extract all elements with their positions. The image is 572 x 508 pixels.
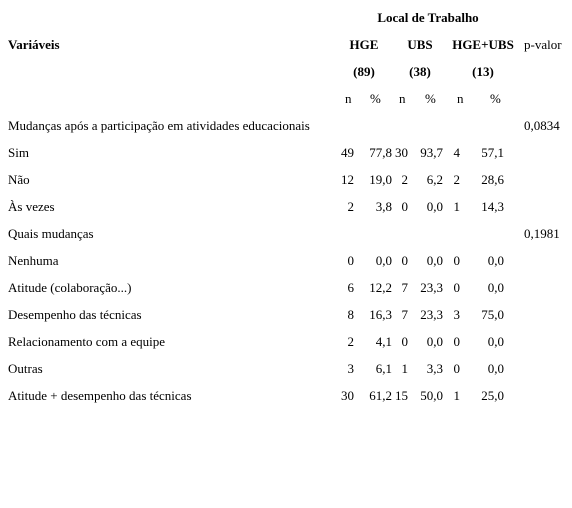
- cell-n: 15: [395, 388, 408, 403]
- cell-percent: 0,0: [487, 334, 504, 349]
- cell-percent: 3,3: [426, 361, 443, 376]
- cell-n: 1: [401, 361, 408, 376]
- cell-percent: 0,0: [375, 253, 392, 268]
- cell-percent: 75,0: [481, 307, 504, 322]
- cell-n: 1: [453, 199, 460, 214]
- row-label: Mudanças após a participação em atividades educacionais: [8, 118, 310, 133]
- cell-n: 7: [401, 280, 408, 295]
- cell-percent: 14,3: [481, 199, 504, 214]
- cell-percent: 19,0: [369, 172, 392, 187]
- variables-header: Variáveis: [8, 37, 60, 52]
- cell-percent: 6,1: [375, 361, 392, 376]
- cell-percent: 25,0: [481, 388, 504, 403]
- row-label: Sim: [8, 145, 29, 160]
- cell-pvalue: 0,0834: [524, 118, 560, 133]
- cell-percent: 93,7: [420, 145, 443, 160]
- n-label: n: [457, 91, 464, 106]
- cell-n: 0: [453, 334, 460, 349]
- pvalue-header: p-valor: [524, 37, 562, 52]
- group-count-hge: (89): [353, 64, 375, 79]
- cell-percent: 4,1: [375, 334, 392, 349]
- cell-n: 30: [395, 145, 408, 160]
- cell-percent: 16,3: [369, 307, 392, 322]
- cell-n: 2: [347, 199, 354, 214]
- row-label: Nenhuma: [8, 253, 59, 268]
- cell-n: 0: [401, 253, 408, 268]
- cell-percent: 6,2: [426, 172, 443, 187]
- cell-percent: 23,3: [420, 280, 443, 295]
- cell-n: 2: [347, 334, 354, 349]
- row-label: Quais mudanças: [8, 226, 94, 241]
- pct-label: %: [370, 91, 381, 106]
- cell-percent: 23,3: [420, 307, 443, 322]
- group-name-hge-ubs: HGE+UBS: [452, 37, 514, 52]
- cell-percent: 0,0: [487, 253, 504, 268]
- cell-percent: 0,0: [426, 253, 443, 268]
- cell-n: 0: [453, 280, 460, 295]
- cell-n: 3: [453, 307, 460, 322]
- cell-n: 0: [401, 199, 408, 214]
- pct-label: %: [425, 91, 436, 106]
- cell-n: 0: [453, 253, 460, 268]
- cell-n: 6: [347, 280, 354, 295]
- row-label: Atitude (colaboração...): [8, 280, 132, 295]
- cell-percent: 0,0: [426, 199, 443, 214]
- row-label: Atitude + desempenho das técnicas: [8, 388, 192, 403]
- cell-n: 12: [341, 172, 354, 187]
- cell-percent: 12,2: [369, 280, 392, 295]
- pct-label: %: [490, 91, 501, 106]
- cell-n: 7: [401, 307, 408, 322]
- row-label: Outras: [8, 361, 43, 376]
- row-label: Desempenho das técnicas: [8, 307, 142, 322]
- cell-n: 0: [401, 334, 408, 349]
- cell-n: 0: [453, 361, 460, 376]
- n-label: n: [345, 91, 352, 106]
- cell-n: 8: [347, 307, 354, 322]
- row-label: Relacionamento com a equipe: [8, 334, 166, 349]
- cell-pvalue: 0,1981: [524, 226, 560, 241]
- cell-n: 49: [341, 145, 354, 160]
- cell-n: 1: [453, 388, 460, 403]
- group-title: Local de Trabalho: [377, 10, 479, 25]
- group-count-ubs: (38): [409, 64, 431, 79]
- group-name-ubs: UBS: [407, 37, 433, 52]
- cell-percent: 0,0: [426, 334, 443, 349]
- cell-n: 30: [341, 388, 354, 403]
- cell-percent: 57,1: [481, 145, 504, 160]
- cell-n: 2: [401, 172, 408, 187]
- cell-percent: 28,6: [481, 172, 504, 187]
- cell-percent: 0,0: [487, 361, 504, 376]
- cell-percent: 0,0: [487, 280, 504, 295]
- cell-n: 4: [453, 145, 460, 160]
- cell-n: 3: [347, 361, 354, 376]
- cell-n: 0: [347, 253, 354, 268]
- cell-percent: 61,2: [369, 388, 392, 403]
- group-name-hge: HGE: [349, 37, 379, 52]
- cell-percent: 50,0: [420, 388, 443, 403]
- cell-percent: 77,8: [369, 145, 392, 160]
- group-count-hge-ubs: (13): [472, 64, 494, 79]
- row-label: Às vezes: [8, 199, 55, 214]
- cell-percent: 3,8: [375, 199, 392, 214]
- n-label: n: [399, 91, 406, 106]
- cell-n: 2: [453, 172, 460, 187]
- row-label: Não: [8, 172, 30, 187]
